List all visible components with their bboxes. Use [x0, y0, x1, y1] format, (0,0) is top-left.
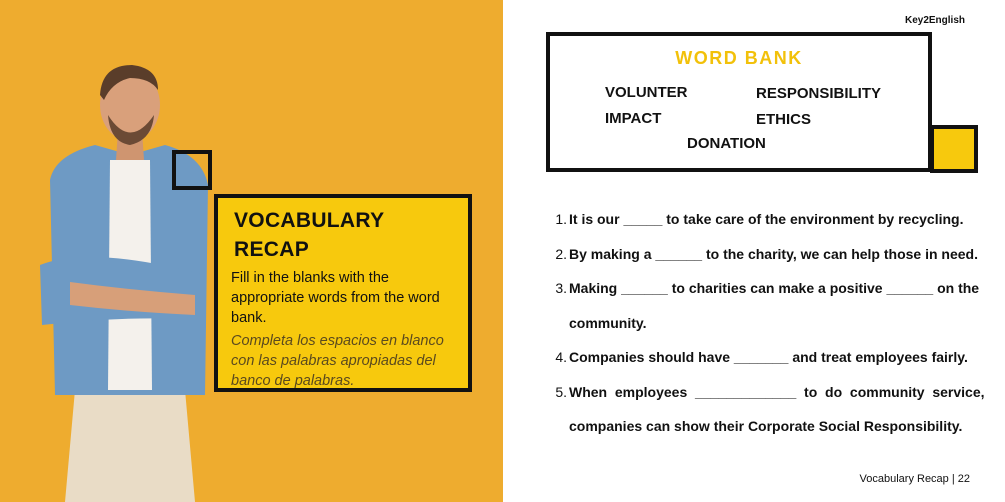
card-title-line1: VOCABULARY [234, 209, 385, 232]
word-bank-word: RESPONSIBILITY [756, 85, 882, 102]
right-panel [503, 0, 1005, 502]
exercise-line: companies can show their Corporate Social Responsibility. [569, 418, 963, 434]
brand-logo: Key2English [904, 15, 965, 26]
word-bank-box [546, 32, 932, 172]
exercise-line: It is our _____ to take care of the environment by recycling. [569, 211, 964, 227]
exercise-number: 1. [555, 211, 567, 227]
word-bank-word: DONATION [687, 135, 766, 152]
word-bank-title: WORD BANK [675, 48, 803, 68]
card-title-line2: RECAP [234, 238, 310, 261]
exercise-line: Companies should have _______ and treat employees fairly. [569, 349, 968, 365]
word-bank-word: IMPACT [605, 110, 662, 127]
exercise-number: 4. [555, 349, 567, 365]
card-title [234, 206, 384, 264]
instructions-english: Fill in the blanks with the appropriate words from the word bank. [231, 270, 440, 326]
exercise-line: When employees _____________ to do community service, [569, 384, 985, 400]
person-illustration [30, 60, 230, 502]
exercise-line: Making ______ to charities can make a positive ______ on the [569, 280, 980, 296]
decorative-yellow-square [930, 125, 978, 173]
vocabulary-recap-card [214, 194, 472, 392]
exercise-line: By making a ______ to the charity, we can help those in need. [569, 246, 978, 262]
exercise-line: community. [569, 315, 647, 331]
word-bank-word: VOLUNTER [605, 84, 688, 101]
instructions-spanish: Completa los espacios en blanco con las palabras apropiadas del banco de palabras. [231, 333, 444, 389]
word-bank-word: ETHICS [756, 111, 812, 128]
exercise-number: 3. [555, 280, 567, 296]
page-footer: Vocabulary Recap | 22 [859, 473, 970, 485]
exercise-number: 2. [555, 246, 567, 262]
decorative-square-outline [172, 150, 212, 190]
exercise-number: 5. [555, 384, 567, 400]
